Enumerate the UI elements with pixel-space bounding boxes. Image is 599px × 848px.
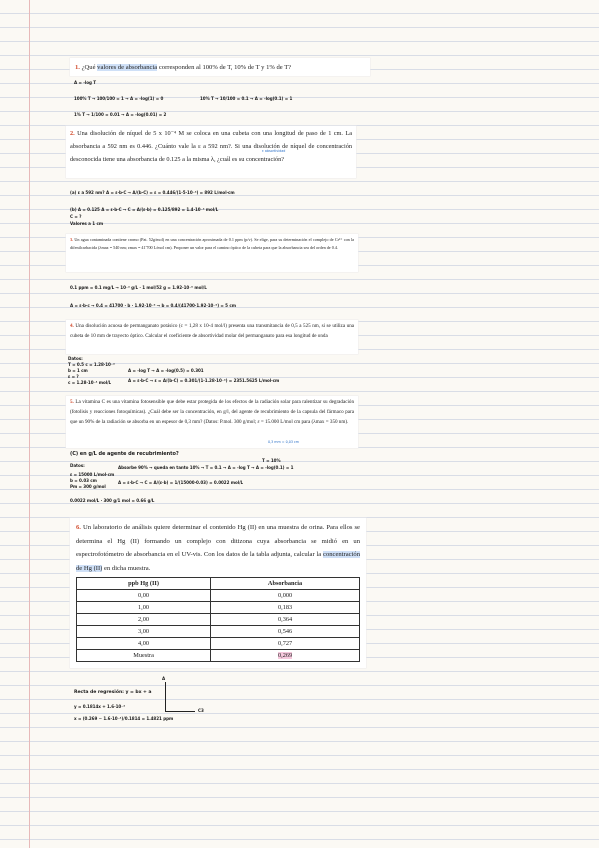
hg-absorbance-table xyxy=(76,577,360,662)
question-2-text: 2. Una disolución de níquel de 5 x 10⁻⁴ M se coloca en una cubeta con una longitud de paso de 1 cm. La absorbancia a 592 nm es 0.446. ¿Cuánto vale la ε a 592 nm?. Si una disolución de níquel de concentración desconocida tiene una absorbancia de 0.125 a la misma λ, ¿cuál es su concentración? xyxy=(70,130,353,163)
handwritten-note: ε = 15000 L/mol·cm xyxy=(70,472,115,477)
table-wrapper xyxy=(70,577,366,662)
handwritten-note: ε = ? xyxy=(68,374,79,379)
handwritten-note: Absorbe 90% → queda en tanto 10% → T = 0.1 → A = -log T → A = -log(0.1) = 1 xyxy=(118,465,294,470)
question-5-text: 5. La vitamina C es una vitamina fotosensible que debe estar protegida de los efectos de la radiación solar para ralentizar su degradación (fotolisis y reacciones fotoquímicas). ¿Cuál debe ser la concentración, en g/l, del agente de recubrimiento de la capsula del fármaco para que un 90% de la radiación se absorba en un espesor de 0,3 mm? (Datos: P.mol. 300 g/mol; ε = 15.000 L/mol cm para (λmax = 350 nm). xyxy=(70,399,354,426)
axis-label: A xyxy=(162,676,166,681)
handwritten-note: T = 0.5 c = 1.28·10⁻⁴ xyxy=(68,362,115,367)
graph-x-axis xyxy=(165,711,195,712)
axis-label: C3 xyxy=(198,708,204,713)
question-1-card xyxy=(70,58,370,76)
handwritten-note: A = ε·b·C → C = A/(ε·b) = 1/(15000·0.03) = 0.0022 mol/L xyxy=(118,480,244,485)
handwritten-note: (a) ε a 592 nm? A = ε·b·C → A/(b·C) = ε = 0.446/(1·5·10⁻⁴) = 892 L/mol·cm xyxy=(70,190,235,195)
handwritten-note: T = 10% xyxy=(262,458,281,463)
table-row: Muestra 0,269 xyxy=(77,650,360,662)
table-row: 0,00 0,000 xyxy=(77,590,360,602)
handwritten-note: (C) en g/L de agente de recubrimiento? xyxy=(70,451,179,457)
handwritten-note: 0.0022 mol/L · 300 g/1 mol = 0.66 g/L xyxy=(70,498,155,503)
question-3-card xyxy=(66,234,358,272)
column-header: ppb Hg (II) xyxy=(77,578,211,590)
table-row: 4,00 0,727 xyxy=(77,638,360,650)
handwritten-note: C = ? xyxy=(70,214,82,219)
margin-note: 0,3 mm = 0,03 cm xyxy=(268,440,299,444)
question-4-text: 4. Una disolución acuosa de permanganato potásico (c = 1,28 x 10-4 mol/l) presenta una transmitancia de 0,5 a 525 nm, si se utiliza una cubeta de 10 mm de trayecto óptico. Calcular el coeficiente de absortividad molar del permanganato para esa longitud de onda xyxy=(70,323,355,340)
handwritten-note: Valores a 1 cm xyxy=(70,221,104,226)
question-6-text: 6. Un laboratorio de análisis quiere determinar el contenido Hg (II) en una muestra de orina. Para ellos se determina el Hg (II) formando un complejo con ditizona cuya absorbancia se midió en un espectrofotómetro de absorbancia en el UV-vis. Con los datos de la tabla adjunta, calcular la concentración de Hg (II) en dicha muestra. xyxy=(76,524,360,572)
question-number: 1. xyxy=(75,64,80,71)
handwritten-note: A = ε·b·c → 0.4 = 41700 · b · 1.92·10⁻⁶ → b = 0.4/(41700·1.92·10⁻⁶) = 5 cm xyxy=(70,303,236,308)
margin-note: ε absortividad xyxy=(262,149,286,153)
handwritten-note: 100% T → 100/100 = 1 → A = -log(1) = 0 xyxy=(74,96,164,101)
sample-value: 0,269 xyxy=(211,650,360,662)
highlight: valores de absorbancia xyxy=(97,64,158,71)
handwritten-note: Pm = 300 g/mol xyxy=(70,484,106,489)
table-row: 2,00 0,364 xyxy=(77,614,360,626)
handwritten-note: b = 1 cm xyxy=(68,368,88,373)
graph-y-axis xyxy=(165,682,166,712)
handwritten-note: Datos: xyxy=(68,356,83,361)
table-row: 3,00 0,546 xyxy=(77,626,360,638)
table-row: 1,00 0,183 xyxy=(77,602,360,614)
question-5-card xyxy=(66,396,358,448)
handwritten-note: 1% T → 1/100 = 0.01 → A = -log(0.01) = 2 xyxy=(74,112,167,117)
handwritten-note: y = 0.1814x + 1.6·10⁻⁴ xyxy=(74,704,126,709)
handwritten-note: Recta de regresión: y = bx + a xyxy=(74,690,152,695)
question-1-text: 1. ¿Qué valores de absorbancia corresponden al 100% de T, 10% de T y 1% de T? xyxy=(75,64,292,71)
handwritten-note: A = ε·b·C → ε = A/(b·C) = 0.301/(1·1.28·10⁻⁴) = 2351.5625 L/mol·cm xyxy=(128,378,280,383)
question-3-text: 3. Un agua contaminada contiene cromo (Pat. 52g/mol) en una concentración aproximada de 0.1 ppm (p/v). Se elige, para su determinación el complejo de Cr³⁺ con la difenilcarbacida (λmax = 540 nm; εmax = 41'700 L/mol cm). Proponer un valor para el camino óptico de la cubeta para que la absorbancia sea del orden de 0.4. xyxy=(70,237,355,251)
handwritten-note: 10% T → 10/100 = 0.1 → A = -log(0.1) = 1 xyxy=(200,96,293,101)
handwritten-note: 0.1 ppm = 0.1 mg/L → 10⁻⁴ g/L · 1 mol/52 g = 1.92·10⁻⁶ mol/L xyxy=(70,285,207,290)
handwritten-note: Datos: xyxy=(70,463,85,468)
handwritten-note: b = 0.03 cm xyxy=(70,478,97,483)
highlight: concentración de Hg (II) xyxy=(76,551,360,572)
column-header: Absorbancia xyxy=(211,578,360,590)
table-header-row xyxy=(77,578,360,590)
handwritten-note: x = (0.269 − 1.6·10⁻⁴)/0.1814 = 1.4821 ppm xyxy=(74,716,174,721)
question-4-card xyxy=(66,320,358,354)
handwritten-note: A = -log T xyxy=(74,80,97,85)
handwritten-note: (b) A = 0.125 A = ε·b·C → C = A/(ε·b) = 0.125/892 = 1.4·10⁻⁴ mol/L xyxy=(70,207,219,212)
handwritten-note: A = -log T → A = -log(0.5) = 0.301 xyxy=(128,368,204,373)
question-2-card xyxy=(66,126,356,178)
handwritten-note: c = 1.28·10⁻⁴ mol/L xyxy=(68,380,112,385)
question-6-card xyxy=(70,518,366,668)
